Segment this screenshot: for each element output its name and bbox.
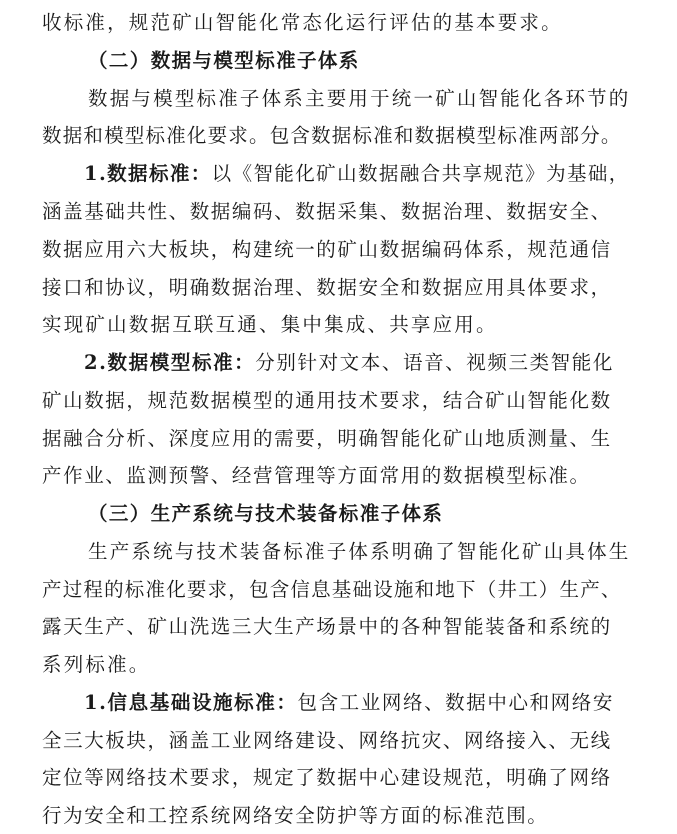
subsection-text: 包含工业网络、数据中心和网络安 — [297, 691, 614, 714]
body-line: 全三大板块，涵盖工业网络建设、网络抗灾、网络接入、无线 — [42, 729, 612, 752]
body-line: 数据与模型标准子体系主要用于统一矿山智能化各环节的 — [88, 87, 631, 110]
body-line: 涵盖基础共性、数据编码、数据采集、数据治理、数据安全、 — [42, 200, 612, 223]
section-heading: （二）数据与模型标准子体系 — [88, 49, 360, 72]
subsection-line — [84, 344, 614, 381]
body-line: 收标准，规范矿山智能化常态化运行评估的基本要求。 — [42, 11, 563, 34]
subsection-title: 1.信息基础设施标准： — [84, 691, 298, 714]
subsection-line — [84, 684, 614, 721]
body-line: 据融合分析、深度应用的需要，明确智能化矿山地质测量、生 — [42, 427, 612, 450]
body-line: 数据和模型标准化要求。包含数据标准和数据模型标准两部分。 — [42, 124, 622, 147]
body-line: 行为安全和工控系统网络安全防护等方面的标准范围。 — [42, 804, 549, 827]
body-line: 实现矿山数据互联互通、集中集成、共享应用。 — [42, 313, 498, 336]
subsection-text: 分别针对文本、语音、视频三类智能化 — [255, 351, 614, 374]
subsection-line — [84, 155, 630, 192]
body-line: 接口和协议，明确数据治理、数据安全和数据应用具体要求， — [42, 276, 612, 299]
section-heading: （三）生产系统与技术装备标准子体系 — [88, 502, 444, 525]
subsection-title: 2.数据模型标准： — [84, 351, 256, 374]
body-line: 矿山数据，规范数据模型的通用技术要求，结合矿山智能化数 — [42, 389, 612, 412]
subsection-text: 以《智能化矿山数据融合共享规范》为基础， — [211, 162, 630, 185]
body-line: 数据应用六大板块，构建统一的矿山数据编码体系，规范通信 — [42, 238, 612, 261]
body-line: 生产系统与技术装备标准子体系明确了智能化矿山具体生 — [88, 540, 631, 563]
body-line: 系列标准。 — [42, 653, 151, 676]
body-line: 露天生产、矿山洗选三大生产场景中的各种智能装备和系统的 — [42, 615, 612, 638]
body-line: 产过程的标准化要求，包含信息基础设施和地下（井工）生产、 — [42, 578, 622, 601]
body-line: 定位等网络技术要求，规定了数据中心建设规范，明确了网络 — [42, 766, 612, 789]
subsection-title: 1.数据标准： — [84, 162, 212, 185]
body-line: 产作业、监测预警、经营管理等方面常用的数据模型标准。 — [42, 464, 591, 487]
